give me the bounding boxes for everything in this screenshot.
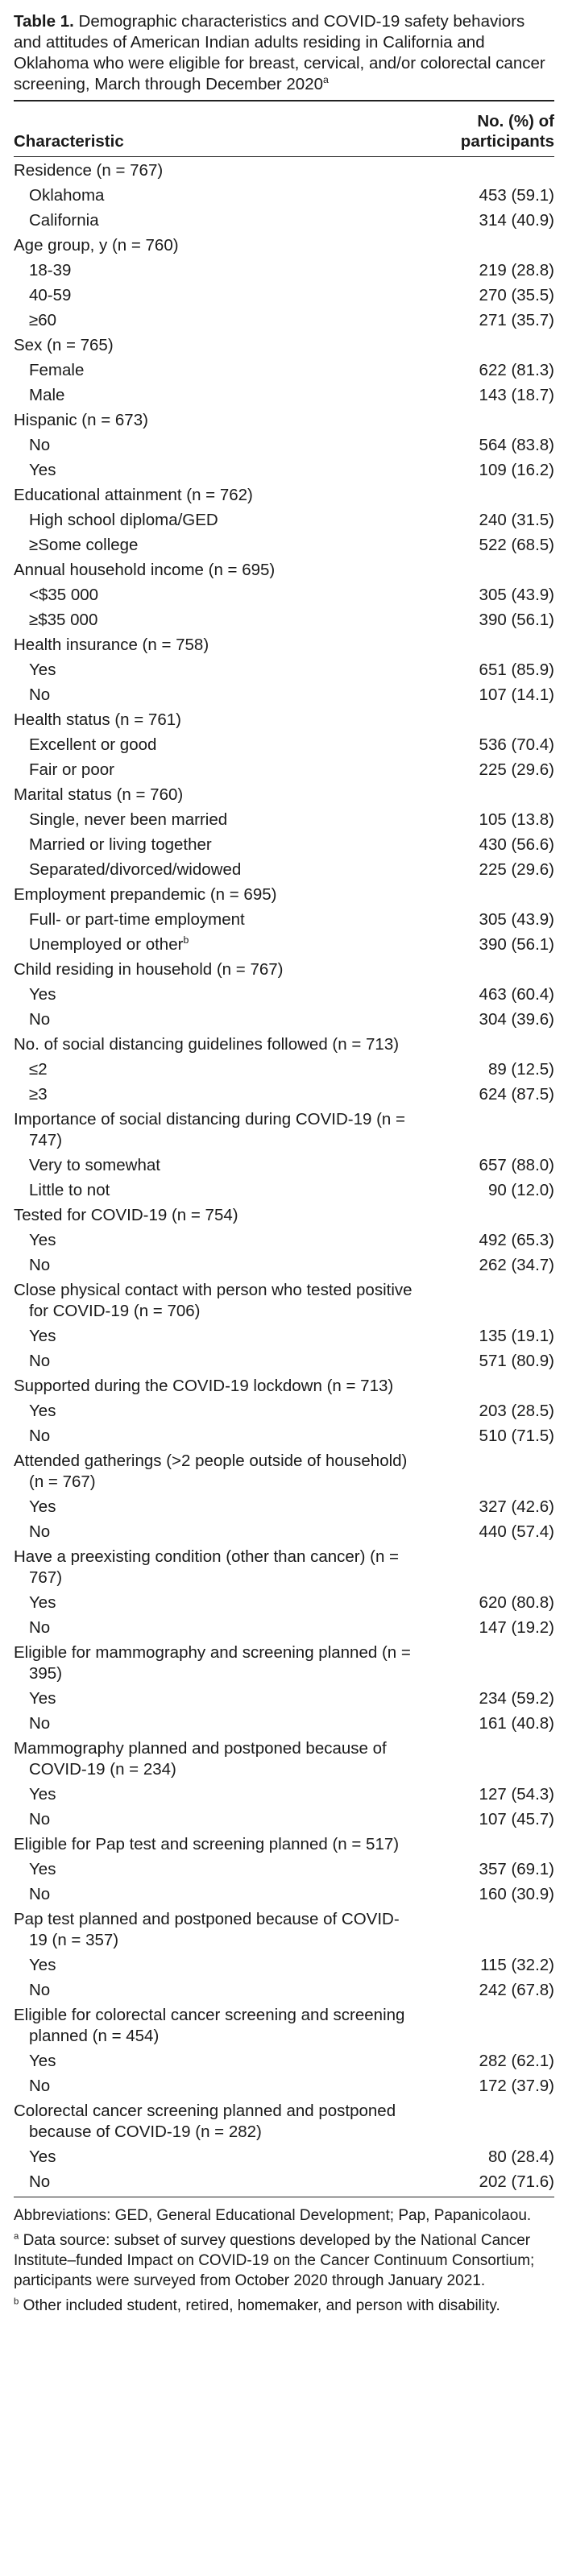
row-label-text: Unemployed or other (29, 935, 184, 954)
row-label (14, 1497, 425, 1518)
footnote-b-text: Other included student, retired, homemaker, and person with disability. (23, 2297, 500, 2314)
row-label-text: No (29, 2077, 51, 2095)
table-row (14, 735, 554, 760)
row-label-text: Married or living together (29, 835, 212, 854)
row-value: 463 (60.4) (479, 985, 554, 1004)
row-label-text: No (29, 1810, 51, 1828)
row-value: 622 (81.3) (479, 361, 554, 379)
row-label-text: No (29, 1522, 51, 1541)
table-row (14, 2076, 554, 2101)
row-label-text: No (29, 436, 51, 454)
row-label-text: No (29, 1981, 51, 1999)
table-row (14, 859, 554, 884)
row-value: 564 (83.8) (479, 436, 554, 454)
table-row (14, 934, 554, 959)
table-row (14, 1522, 554, 1547)
row-label (14, 1155, 425, 1176)
row-value: 357 (69.1) (479, 1860, 554, 1878)
row-value: 305 (43.9) (479, 910, 554, 929)
row-label-text: Close physical contact with person who tested positive for COVID-19 (n = 706) (14, 1281, 413, 1320)
table-row (14, 660, 554, 685)
table-row (14, 585, 554, 610)
row-label (14, 1784, 425, 1805)
row-label-text: Eligible for colorectal cancer screening and screening planned (n = 454) (14, 2006, 405, 2045)
row-value: 160 (30.9) (479, 1885, 554, 1903)
row-label (14, 1084, 425, 1105)
table-group-row (14, 785, 554, 810)
table-row (14, 610, 554, 635)
table-row (14, 835, 554, 859)
row-label (14, 1351, 425, 1372)
row-label-text: 18-39 (29, 261, 72, 280)
row-label (14, 1009, 425, 1030)
row-label-text: Separated/divorced/widowed (29, 860, 242, 879)
row-label-text: Hispanic (n = 673) (14, 411, 148, 429)
row-value: 282 (62.1) (479, 2052, 554, 2070)
row-label (14, 510, 425, 531)
row-label-text: Yes (29, 1231, 56, 1249)
row-label (14, 1909, 425, 1951)
table-group-row (14, 1205, 554, 1230)
row-label (14, 660, 425, 681)
row-label (14, 1451, 425, 1493)
row-label (14, 1859, 425, 1880)
row-label-text: No (29, 685, 51, 704)
table-group-row (14, 1451, 554, 1497)
row-label-text: Yes (29, 661, 56, 679)
row-label (14, 360, 425, 381)
row-label-text: Yes (29, 1689, 56, 1708)
row-value: 172 (37.9) (479, 2077, 554, 2095)
row-label (14, 535, 425, 556)
row-label (14, 1713, 425, 1734)
table-row (14, 360, 554, 385)
row-label-text: ≥Some college (29, 536, 139, 554)
row-label-text: Annual household income (n = 695) (14, 561, 276, 579)
row-label (14, 2076, 425, 2097)
row-label (14, 909, 425, 930)
table-row (14, 435, 554, 460)
row-label-text: Sex (n = 765) (14, 336, 114, 354)
row-label (14, 1401, 425, 1422)
table-group-row (14, 560, 554, 585)
table-row (14, 1059, 554, 1084)
row-label (14, 1205, 425, 1226)
table-row (14, 1884, 554, 1909)
table-row (14, 385, 554, 410)
row-label (14, 1809, 425, 1830)
table-row (14, 1326, 554, 1351)
table-row (14, 1009, 554, 1034)
row-label (14, 1980, 425, 2001)
row-label-text: Yes (29, 1785, 56, 1804)
table-row (14, 1688, 554, 1713)
row-label (14, 2101, 425, 2143)
row-label-text: Yes (29, 2147, 56, 2166)
row-label-text: Health status (n = 761) (14, 710, 181, 729)
row-label-text: No (29, 1427, 51, 1445)
table-group-row (14, 884, 554, 909)
row-label-text: Marital status (n = 760) (14, 785, 184, 804)
row-label (14, 2147, 425, 2168)
table-group-row (14, 710, 554, 735)
row-value: 305 (43.9) (479, 586, 554, 604)
table-row (14, 1426, 554, 1451)
table-group-row (14, 1738, 554, 1784)
row-value: 202 (71.6) (479, 2172, 554, 2191)
row-label (14, 160, 425, 181)
row-label-text: Tested for COVID-19 (n = 754) (14, 1206, 238, 1224)
row-label-text: Yes (29, 1327, 56, 1345)
table-group-row (14, 959, 554, 984)
row-label (14, 185, 425, 206)
footnote-a (14, 2230, 554, 2291)
row-label-text: Male (29, 386, 65, 404)
table-row (14, 510, 554, 535)
row-value: 107 (14.1) (479, 685, 554, 704)
table-group-row (14, 1547, 554, 1592)
row-value: 127 (54.3) (479, 1785, 554, 1804)
row-label (14, 610, 425, 631)
row-label-text: Excellent or good (29, 735, 157, 754)
row-value: 107 (45.7) (479, 1810, 554, 1828)
table-group-row (14, 1909, 554, 1955)
row-label-text: Little to not (29, 1181, 110, 1199)
row-label-text: Full- or part-time employment (29, 910, 245, 929)
footnote-a-mark: a (14, 2231, 19, 2242)
row-value: 90 (12.0) (487, 1181, 554, 1199)
row-label (14, 235, 425, 256)
row-label-text: No (29, 1352, 51, 1370)
row-value: 135 (19.1) (479, 1327, 554, 1345)
row-label (14, 835, 425, 855)
table-row (14, 1351, 554, 1376)
table-footnotes (14, 2197, 554, 2316)
table-row (14, 1401, 554, 1426)
table-row (14, 760, 554, 785)
row-label-text: Yes (29, 1860, 56, 1878)
row-value: 270 (35.5) (479, 286, 554, 304)
row-label (14, 934, 425, 955)
table-row (14, 2172, 554, 2197)
table-row (14, 1955, 554, 1980)
row-value: 620 (80.8) (479, 1593, 554, 1612)
caption-footnote-mark: a (323, 74, 329, 86)
row-label (14, 385, 425, 406)
row-label-text: ≥$35 000 (29, 611, 98, 629)
row-value: 651 (85.9) (479, 661, 554, 679)
row-label (14, 1617, 425, 1638)
row-label-text: No (29, 1885, 51, 1903)
row-value: 453 (59.1) (479, 186, 554, 205)
row-label (14, 884, 425, 905)
table-caption (14, 11, 554, 95)
table-header (14, 101, 554, 156)
row-label-text: Attended gatherings (>2 people outside of household) (n = 767) (14, 1452, 408, 1491)
row-label (14, 285, 425, 306)
row-label (14, 2051, 425, 2072)
row-label-text: Supported during the COVID-19 lockdown (n = 713) (14, 1377, 394, 1395)
row-label-text: No (29, 1618, 51, 1637)
row-label (14, 585, 425, 606)
row-value: 492 (65.3) (479, 1231, 554, 1249)
row-label (14, 1592, 425, 1613)
row-label (14, 735, 425, 756)
row-label (14, 210, 425, 231)
row-label (14, 1034, 425, 1055)
row-value: 262 (34.7) (479, 1256, 554, 1274)
table-row (14, 535, 554, 560)
row-value: 105 (13.8) (479, 810, 554, 829)
table-group-row (14, 1280, 554, 1326)
row-label (14, 760, 425, 781)
row-label (14, 1738, 425, 1780)
row-value: 304 (39.6) (479, 1010, 554, 1029)
row-value: 624 (87.5) (479, 1085, 554, 1104)
row-label-text: Employment prepandemic (n = 695) (14, 885, 277, 904)
table-row (14, 285, 554, 310)
row-label (14, 335, 425, 356)
row-value: 219 (28.8) (479, 261, 554, 280)
table-row (14, 1859, 554, 1884)
table-group-row (14, 2005, 554, 2051)
row-label (14, 485, 425, 506)
row-value: 147 (19.2) (479, 1618, 554, 1637)
row-label-text: Yes (29, 985, 56, 1004)
row-label-text: Yes (29, 461, 56, 479)
caption-text: Demographic characteristics and COVID-19 safety behaviors and attitudes of American Indian adults residing in California and Oklahoma who were eligible for breast, cervical, and/or colorectal cancer screening, March through December 2020 (14, 12, 545, 93)
row-label-text: Residence (n = 767) (14, 161, 164, 180)
row-label-text: Health insurance (n = 758) (14, 636, 209, 654)
row-label-text: High school diploma/GED (29, 511, 218, 529)
table-row (14, 810, 554, 835)
row-value: 80 (28.4) (487, 2147, 554, 2166)
table-group-row (14, 410, 554, 435)
row-label-text: Pap test planned and postponed because of COVID-19 (n = 357) (14, 1910, 400, 1949)
table-row (14, 685, 554, 710)
table-group-row (14, 1834, 554, 1859)
footnote-abbreviations: Abbreviations: GED, General Educational Development; Pap, Papanicolaou. (14, 2207, 532, 2224)
row-label (14, 859, 425, 880)
row-value: 271 (35.7) (479, 311, 554, 329)
row-value: 390 (56.1) (479, 935, 554, 954)
table-row (14, 460, 554, 485)
row-value: 390 (56.1) (479, 611, 554, 629)
row-label (14, 1955, 425, 1976)
row-value: 242 (67.8) (479, 1981, 554, 1999)
table-row (14, 1713, 554, 1738)
row-label (14, 959, 425, 980)
row-label-text: Mammography planned and postponed because of COVID-19 (n = 234) (14, 1739, 387, 1779)
row-label (14, 435, 425, 456)
row-label (14, 984, 425, 1005)
table-row (14, 260, 554, 285)
row-label-text: Fair or poor (29, 760, 114, 779)
table-row (14, 1809, 554, 1834)
row-value: 234 (59.2) (479, 1689, 554, 1708)
row-label-text: Eligible for Pap test and screening planned (n = 517) (14, 1835, 400, 1853)
row-value: 657 (88.0) (479, 1156, 554, 1174)
table-group-row (14, 160, 554, 185)
row-label (14, 1688, 425, 1709)
row-label (14, 1230, 425, 1251)
row-label-text: Have a preexisting condition (other than cancer) (n = 767) (14, 1547, 400, 1587)
row-footnote-mark: b (183, 934, 189, 946)
row-label (14, 1109, 425, 1151)
row-value: 440 (57.4) (479, 1522, 554, 1541)
row-value: 161 (40.8) (479, 1714, 554, 1733)
footnote-b-mark: b (14, 2296, 19, 2307)
row-label-text: Yes (29, 1956, 56, 1974)
row-label (14, 560, 425, 581)
row-label (14, 2172, 425, 2193)
row-label (14, 310, 425, 331)
row-label-text: Female (29, 361, 85, 379)
header-characteristic: Characteristic (14, 132, 124, 151)
row-label (14, 1376, 425, 1397)
row-label-text: Oklahoma (29, 186, 105, 205)
row-value: 430 (56.6) (479, 835, 554, 854)
row-value: 115 (32.2) (480, 1956, 554, 1974)
row-value: 109 (16.2) (479, 461, 554, 479)
row-label (14, 1326, 425, 1347)
table-row (14, 210, 554, 235)
table-row (14, 1592, 554, 1617)
table-group-row (14, 1642, 554, 1688)
table-row (14, 1497, 554, 1522)
table-row (14, 984, 554, 1009)
row-label-text: Single, never been married (29, 810, 228, 829)
row-value: 522 (68.5) (479, 536, 554, 554)
footnote-a-text: Data source: subset of survey questions developed by the National Cancer Institute–funded Impact on COVID-19 on the Cancer Continuum Consortium; participants were surveyed from October 2020 through January 2021. (14, 2232, 535, 2289)
table-row (14, 185, 554, 210)
row-label (14, 1834, 425, 1855)
row-label-text: Colorectal cancer screening planned and postponed because of COVID-19 (n = 282) (14, 2102, 396, 2141)
row-label-text: ≤2 (29, 1060, 48, 1079)
row-label-text: Importance of social distancing during COVID-19 (n = 747) (14, 1110, 405, 1149)
row-label-text: Eligible for mammography and screening planned (n = 395) (14, 1643, 411, 1683)
table-group-row (14, 1109, 554, 1155)
row-label-text: No (29, 1010, 51, 1029)
row-label (14, 1642, 425, 1684)
row-label-text: No. of social distancing guidelines followed (n = 713) (14, 1035, 400, 1054)
table-group-row (14, 1376, 554, 1401)
row-label (14, 1255, 425, 1276)
row-label (14, 685, 425, 706)
row-label (14, 1884, 425, 1905)
row-label-text: Child residing in household (n = 767) (14, 960, 284, 979)
row-label-text: No (29, 2172, 51, 2191)
table-row (14, 1980, 554, 2005)
row-label (14, 260, 425, 281)
row-label (14, 460, 425, 481)
row-label-text: Yes (29, 1593, 56, 1612)
row-value: 314 (40.9) (479, 211, 554, 230)
row-label (14, 1180, 425, 1201)
table-row (14, 1180, 554, 1205)
table-row (14, 1230, 554, 1255)
table-body (14, 157, 554, 2197)
row-value: 571 (80.9) (479, 1352, 554, 1370)
row-label (14, 2005, 425, 2047)
row-label (14, 810, 425, 830)
row-label (14, 410, 425, 431)
row-label (14, 785, 425, 806)
table-row (14, 1617, 554, 1642)
row-value: 143 (18.7) (479, 386, 554, 404)
row-value: 89 (12.5) (487, 1060, 554, 1079)
row-label (14, 635, 425, 656)
row-label-text: No (29, 1256, 51, 1274)
table-row (14, 1084, 554, 1109)
table-group-row (14, 335, 554, 360)
row-label-text: Yes (29, 1497, 56, 1516)
row-value: 536 (70.4) (479, 735, 554, 754)
row-value: 225 (29.6) (479, 860, 554, 879)
table-row (14, 1784, 554, 1809)
table-group-row (14, 2101, 554, 2147)
table-group-row (14, 235, 554, 260)
table-label: Table 1. (14, 12, 74, 31)
row-value: 240 (31.5) (479, 511, 554, 529)
row-label-text: Yes (29, 1402, 56, 1420)
row-label-text: Educational attainment (n = 762) (14, 486, 253, 504)
table-row (14, 909, 554, 934)
row-label-text: No (29, 1714, 51, 1733)
row-value: 203 (28.5) (479, 1402, 554, 1420)
header-participants: No. (%) of participants (460, 112, 554, 151)
row-label-text: ≥60 (29, 311, 57, 329)
table-group-row (14, 635, 554, 660)
footnote-b (14, 2296, 554, 2316)
row-label-text: <$35 000 (29, 586, 99, 604)
row-label (14, 1059, 425, 1080)
row-label-text: Age group, y (n = 760) (14, 236, 179, 255)
table-row (14, 310, 554, 335)
table-row (14, 1255, 554, 1280)
row-label-text: ≥3 (29, 1085, 48, 1104)
table-group-row (14, 485, 554, 510)
row-label-text: Very to somewhat (29, 1156, 160, 1174)
row-label (14, 1547, 425, 1588)
row-value: 510 (71.5) (479, 1427, 554, 1445)
table-row (14, 1155, 554, 1180)
row-label-text: Yes (29, 2052, 56, 2070)
table-row (14, 2147, 554, 2172)
row-label (14, 710, 425, 731)
row-label-text: California (29, 211, 99, 230)
table-row (14, 2051, 554, 2076)
row-value: 327 (42.6) (479, 1497, 554, 1516)
row-label-text: 40-59 (29, 286, 72, 304)
table-group-row (14, 1034, 554, 1059)
row-label (14, 1522, 425, 1543)
row-label (14, 1280, 425, 1322)
row-label (14, 1426, 425, 1447)
row-value: 225 (29.6) (479, 760, 554, 779)
